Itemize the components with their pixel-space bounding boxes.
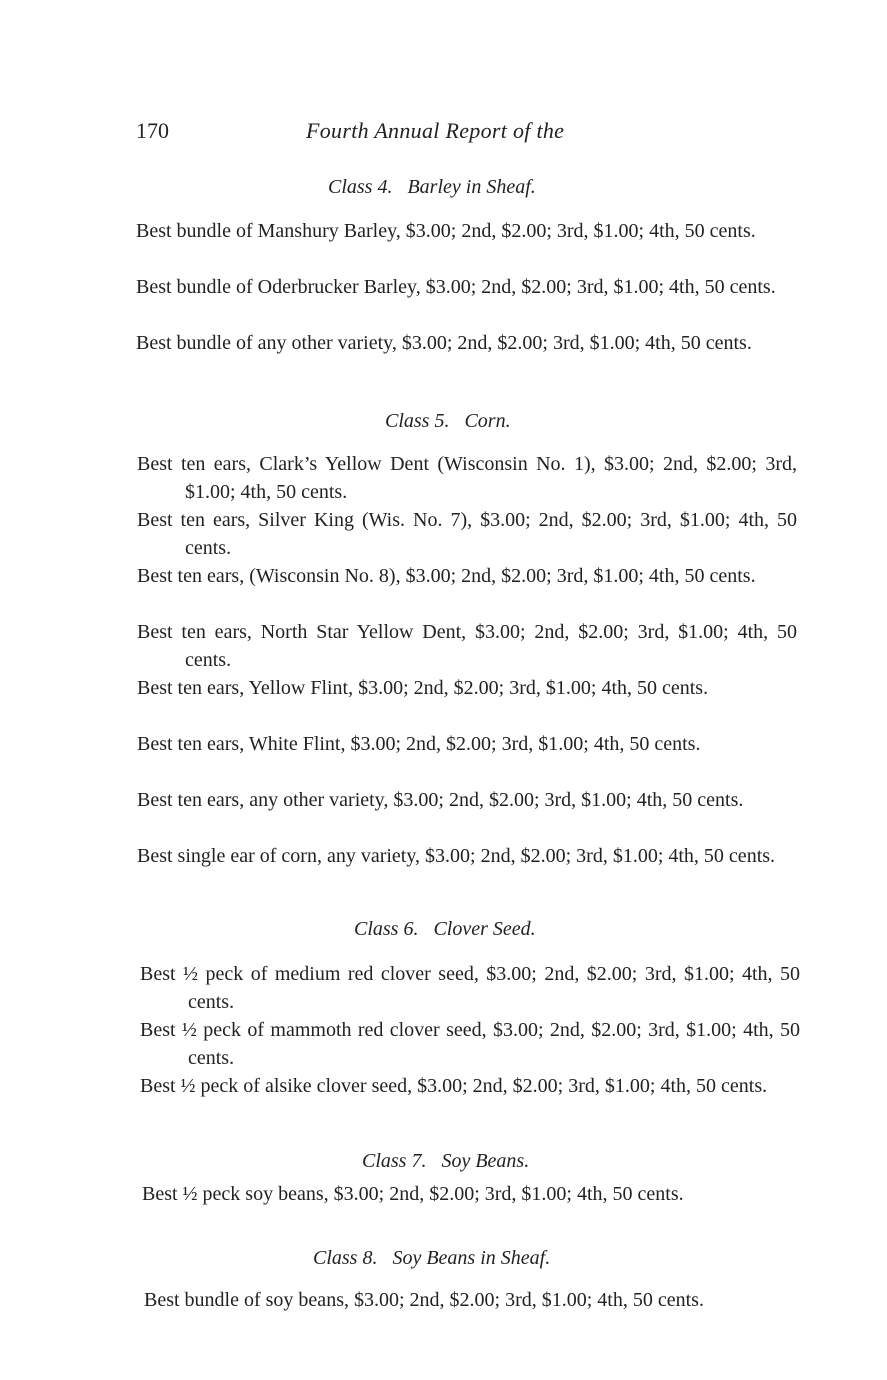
list-item: Best single ear of corn, any variety, $3.00; 2nd, $2.00; 3rd, $1.00; 4th, 50 cents. [137,845,776,867]
list-item: Best ten ears, Yellow Flint, $3.00; 2nd, $2.00; 3rd, $1.00; 4th, 50 cents. [137,677,709,699]
list-item: Best ten ears, (Wisconsin No. 8), $3.00; 2nd, $2.00; 3rd, $1.00; 4th, 50 cents. [137,565,756,587]
running-title: Fourth Annual Report of the [306,118,565,143]
list-item: Best ten ears, any other variety, $3.00; 2nd, $2.00; 3rd, $1.00; 4th, 50 cents. [137,789,744,811]
list-item: Best ten ears, White Flint, $3.00; 2nd, $2.00; 3rd, $1.00; 4th, 50 cents. [137,733,701,755]
list-item: Best bundle of any other variety, $3.00; 2nd, $2.00; 3rd, $1.00; 4th, 50 cents. [136,332,752,354]
class-5-heading: Class 5. Corn. [385,410,511,432]
list-item: Best bundle of soy beans, $3.00; 2nd, $2.00; 3rd, $1.00; 4th, 50 cents. [144,1289,704,1311]
class-8-heading: Class 8. Soy Beans in Sheaf. [313,1247,551,1269]
list-item: Best ½ peck of medium red clover seed, $3.00; 2nd, $2.00; 3rd, $1.00; 4th, 50 cents. [140,963,800,1013]
class-4-heading: Class 4. Barley in Sheaf. [328,176,536,198]
list-item: Best ½ peck soy beans, $3.00; 2nd, $2.00; 3rd, $1.00; 4th, 50 cents. [142,1183,684,1205]
list-item: Best ½ peck of mammoth red clover seed, $3.00; 2nd, $2.00; 3rd, $1.00; 4th, 50 cents. [140,1019,800,1069]
list-item: Best bundle of Manshury Barley, $3.00; 2nd, $2.00; 3rd, $1.00; 4th, 50 cents. [136,220,756,242]
class-7-heading: Class 7. Soy Beans. [362,1150,530,1172]
page-number: 170 [136,118,169,143]
running-head [136,118,636,148]
list-item: Best ten ears, Silver King (Wis. No. 7), $3.00; 2nd, $2.00; 3rd, $1.00; 4th, 50 cents. [137,509,797,559]
list-item: Best bundle of Oderbrucker Barley, $3.00; 2nd, $2.00; 3rd, $1.00; 4th, 50 cents. [136,276,776,298]
list-item: Best ten ears, North Star Yellow Dent, $3.00; 2nd, $2.00; 3rd, $1.00; 4th, 50 cents. [137,621,797,671]
class-6-heading: Class 6. Clover Seed. [354,918,536,940]
list-item: Best ten ears, Clark’s Yellow Dent (Wisconsin No. 1), $3.00; 2nd, $2.00; 3rd, $1.00; 4th, 50 cents. [137,453,797,503]
list-item: Best ½ peck of alsike clover seed, $3.00; 2nd, $2.00; 3rd, $1.00; 4th, 50 cents. [140,1075,768,1097]
